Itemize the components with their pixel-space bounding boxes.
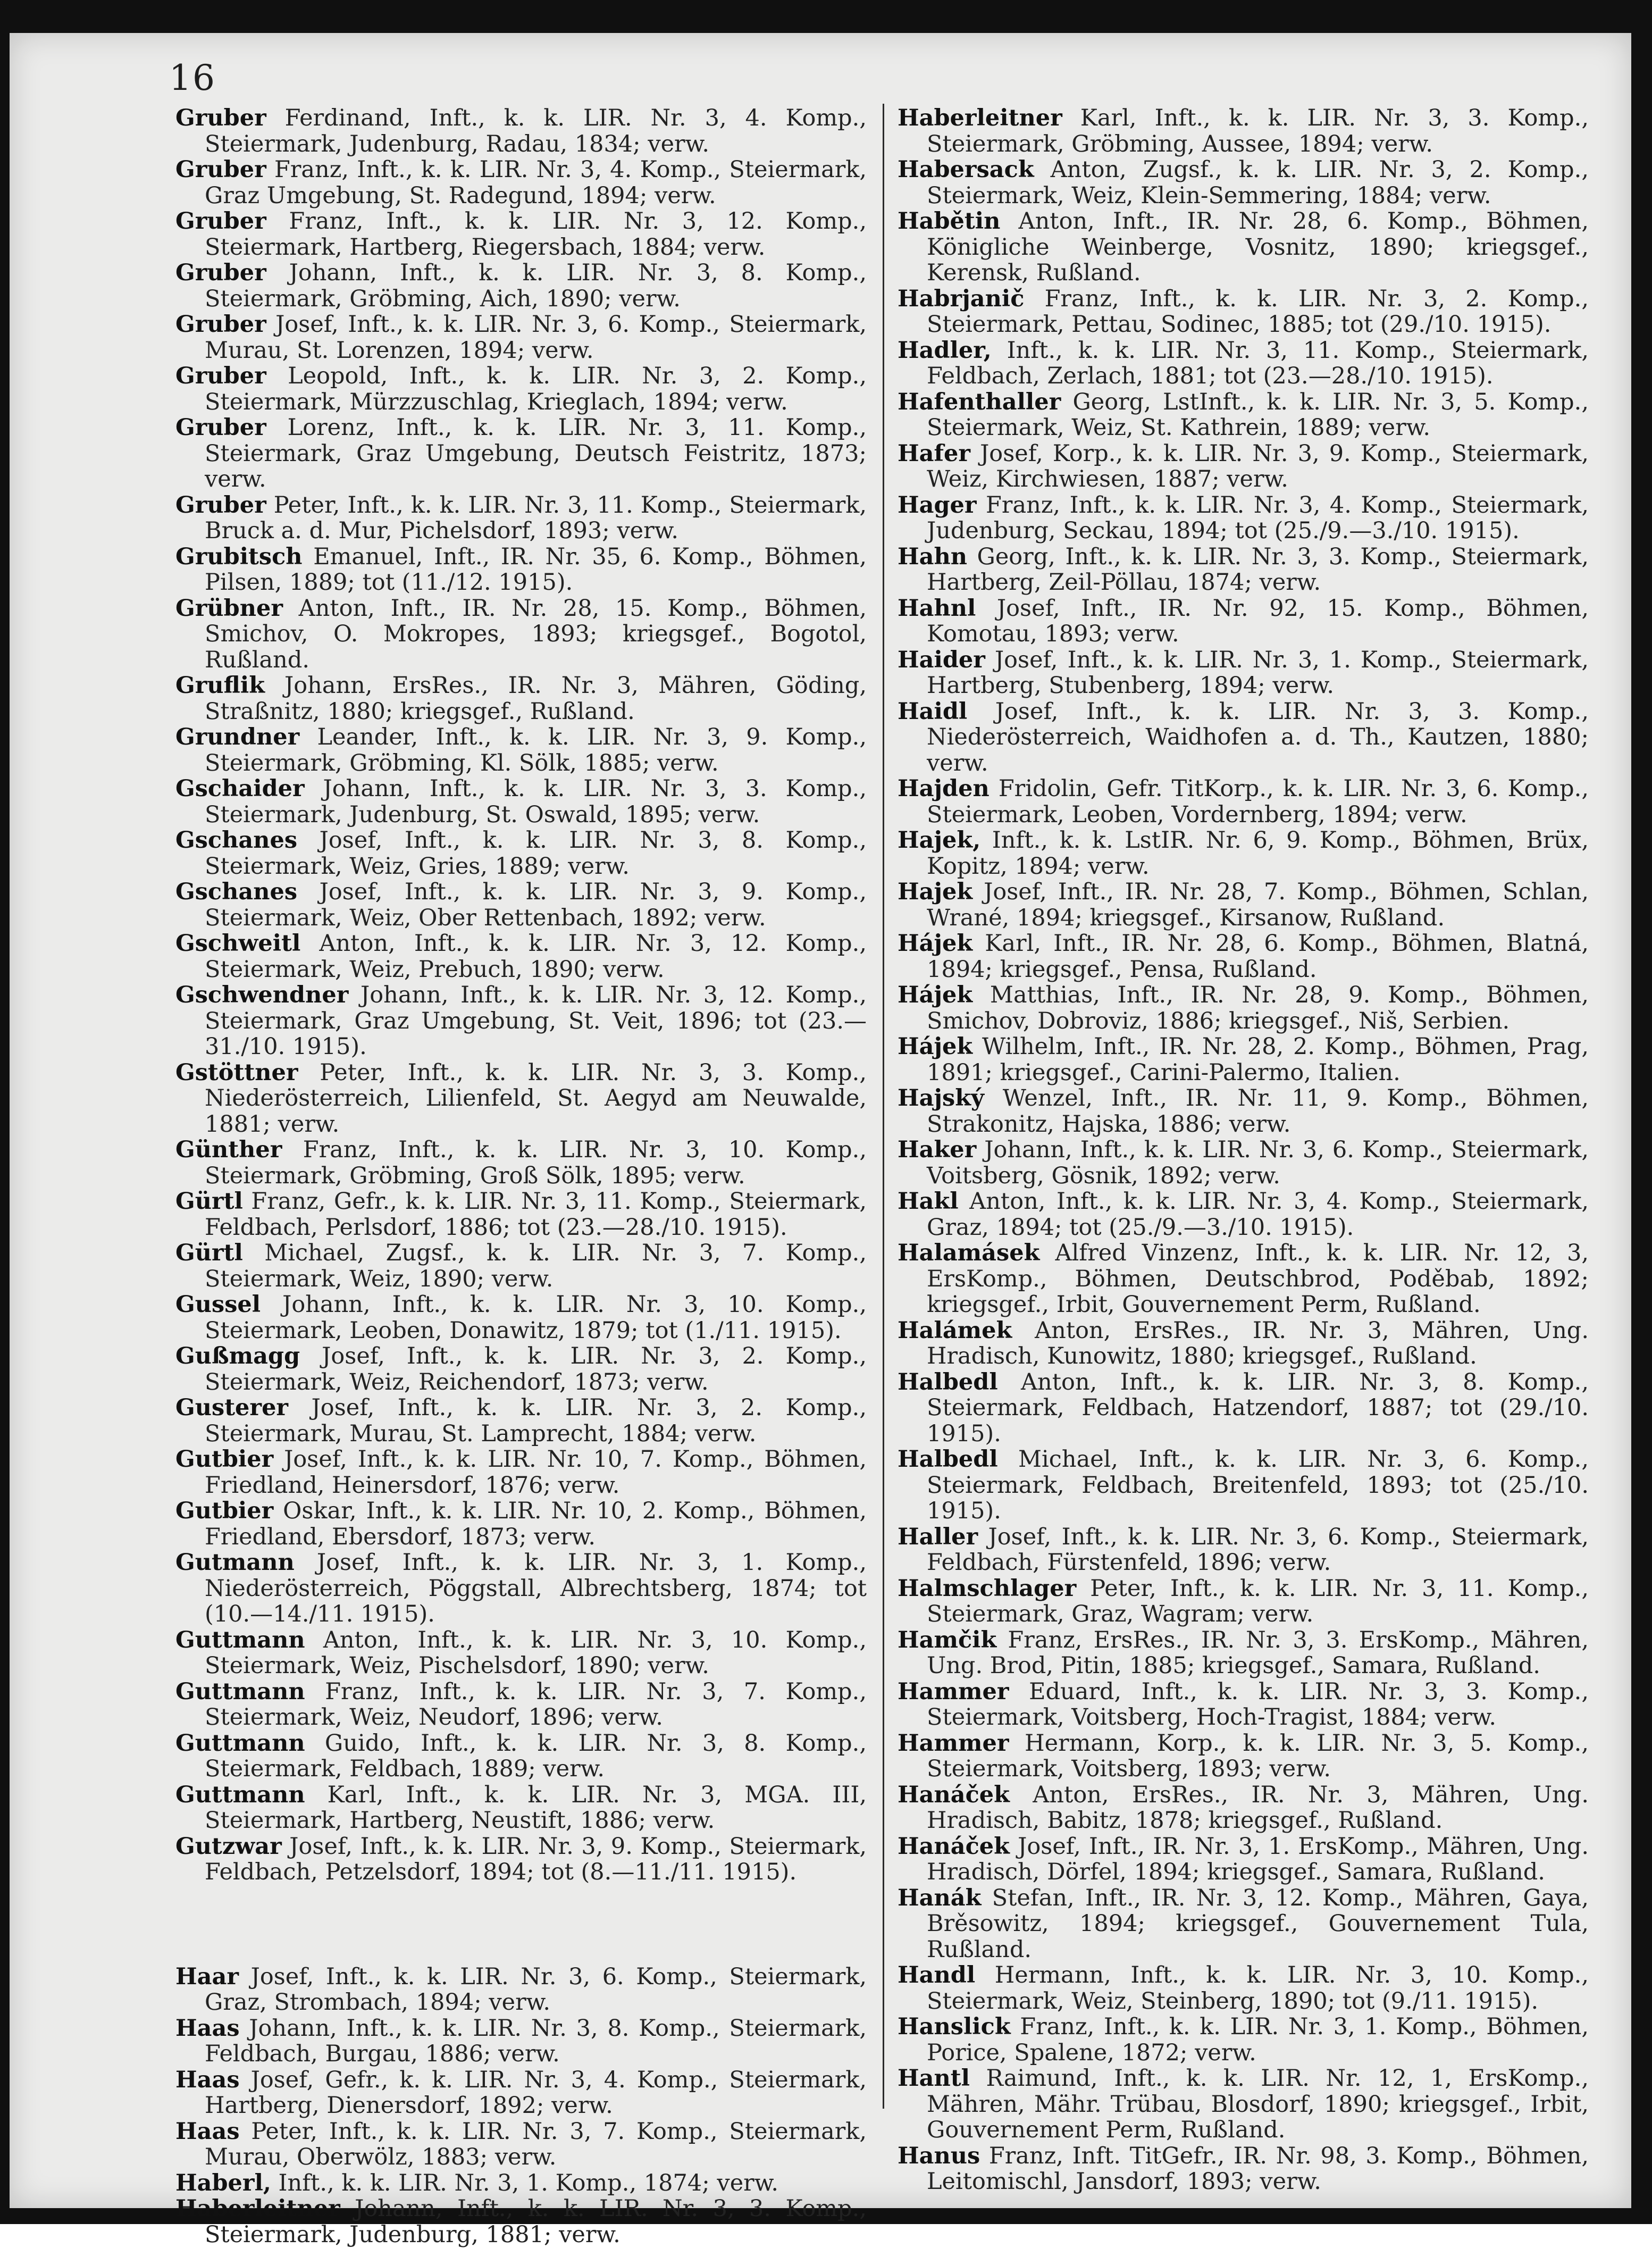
entry-details: Franz, Gefr., k. k. LIR. Nr. 3, 11. Komp., Steiermark, Feldbach, Perlsdorf, 1886; tot (23.—28./10. 1915).: [205, 1188, 867, 1241]
entry-details: Fridolin, Gefr. TitKorp., k. k. LIR. Nr. 3, 6. Komp., Steiermark, Leoben, Vordernberg, 1894; verw.: [927, 775, 1589, 828]
roll-entry: [898, 879, 1589, 931]
entry-details: Johann, Inft., k. k. LIR. Nr. 3, 3. Komp., Steiermark, Judenburg, St. Oswald, 1895; verw.: [205, 775, 867, 828]
entry-details: Franz, Inft., k. k. LIR. Nr. 3, 10. Komp., Steiermark, Gröbming, Groß Sölk, 1895; verw.: [205, 1136, 867, 1189]
entry-details: Johann, Inft., k. k. LIR. Nr. 3, 3. Komp., Steiermark, Judenburg, 1881; verw.: [205, 2195, 867, 2248]
entry-details: Johann, Inft., k. k. LIR. Nr. 3, 6. Komp., Steiermark, Voitsberg, Gösnik, 1892; verw.: [927, 1136, 1589, 1189]
entry-details: Franz, Inft., k. k. LIR. Nr. 3, 1. Komp., Böhmen, Porice, Spalene, 1872; verw.: [927, 2013, 1589, 2066]
entry-details: Leopold, Inft., k. k. LIR. Nr. 3, 2. Komp., Steiermark, Mürzzuschlag, Krieglach, 1894; verw.: [205, 363, 867, 415]
page-number: 16: [169, 57, 216, 98]
entry-details: Peter, Inft., k. k. LIR. Nr. 3, 11. Komp., Steiermark, Graz, Wagram; verw.: [927, 1575, 1589, 1627]
roll-entry: [898, 1137, 1589, 1189]
entry-surname: Grubitsch: [175, 543, 303, 570]
entry-details: Johann, Inft., k. k. LIR. Nr. 3, 8. Komp., Steiermark, Gröbming, Aich, 1890; verw.: [205, 260, 867, 312]
entry-surname: Hafenthaller: [898, 388, 1061, 415]
roll-entry: [175, 1447, 867, 1498]
column-divider: [883, 104, 884, 2109]
entry-details: Eduard, Inft., k. k. LIR. Nr. 3, 3. Komp., Steiermark, Voitsberg, Hoch-Tragist, 1884; verw.: [927, 1678, 1589, 1731]
entry-details: Wenzel, Inft., IR. Nr. 11, 9. Komp., Böhmen, Strakonitz, Hajska, 1886; verw.: [927, 1085, 1589, 1138]
roll-entry: [898, 982, 1589, 1034]
roll-entry: [175, 1782, 867, 1834]
entry-details: Anton, ErsRes., IR. Nr. 3, Mähren, Ung. Hradisch, Babitz, 1878; kriegsgef., Rußland.: [927, 1781, 1589, 1834]
roll-entry: [175, 492, 867, 544]
roll-entry: [898, 105, 1589, 157]
entry-details: Johann, Inft., k. k. LIR. Nr. 3, 10. Komp., Steiermark, Leoben, Donawitz, 1879; tot (1./11. 1915).: [205, 1291, 867, 1344]
entry-details: Inft., k. k. LIR. Nr. 3, 1. Komp., 1874; verw.: [271, 2169, 779, 2196]
roll-entry: [898, 1627, 1589, 1679]
entry-surname: Haberl,: [175, 2169, 271, 2196]
roll-entry: [898, 2143, 1589, 2195]
entry-surname: Hager: [898, 491, 977, 519]
entry-details: Josef, Inft., IR. Nr. 3, 1. ErsKomp., Mähren, Ung. Hradisch, Dörfel, 1894; kriegsgef., Samara, Rußland.: [927, 1833, 1589, 1885]
roll-entry: [898, 157, 1589, 208]
roll-entry: [898, 544, 1589, 596]
entry-details: Franz, Inft., k. k. LIR. Nr. 3, 7. Komp., Steiermark, Weiz, Neudorf, 1896; verw.: [205, 1678, 867, 1731]
entry-surname: Hájek: [898, 1033, 973, 1060]
entry-details: Josef, Inft., k. k. LIR. Nr. 3, 1. Komp., Steiermark, Hartberg, Stubenberg, 1894; verw.: [927, 646, 1589, 699]
entry-details: Franz, ErsRes., IR. Nr. 3, 3. ErsKomp., Mähren, Ung. Brod, Pitin, 1885; kriegsgef., Samara, Rußland.: [927, 1626, 1589, 1679]
left-column-h-entries: [175, 1964, 867, 2248]
entry-details: Inft., k. k. LstIR. Nr. 6, 9. Komp., Böhmen, Brüx, Kopitz, 1894; verw.: [927, 827, 1589, 880]
entry-surname: Halmschlager: [898, 1575, 1077, 1602]
entry-details: Peter, Inft., k. k. LIR. Nr. 3, 3. Komp., Niederösterreich, Lilienfeld, St. Aegyd am Neuwalde, 1881; verw.: [205, 1059, 867, 1138]
entry-details: Franz, Inft., k. k. LIR. Nr. 3, 2. Komp., Steiermark, Pettau, Sodinec, 1885; tot (29./10. 1915).: [927, 285, 1589, 338]
roll-entry: [175, 1395, 867, 1447]
entry-details: Ferdinand, Inft., k. k. LIR. Nr. 3, 4. Komp., Steiermark, Judenburg, Radau, 1834; verw.: [205, 105, 867, 157]
entry-surname: Gruber: [175, 208, 266, 235]
entry-surname: Haidl: [898, 698, 968, 725]
entry-details: Guido, Inft., k. k. LIR. Nr. 3, 8. Komp., Steiermark, Feldbach, 1889; verw.: [205, 1729, 867, 1782]
entry-surname: Hajek: [898, 879, 973, 905]
entry-surname: Gutzwar: [175, 1833, 282, 1860]
roll-entry: [175, 1137, 867, 1189]
roll-entry: [898, 1085, 1589, 1137]
entry-details: Raimund, Inft., k. k. LIR. Nr. 12, 1, ErsKomp., Mähren, Mähr. Trübau, Blosdorf, 1890; kriegsgef., Irbit, Gouvernement Perm, Rußland.: [927, 2065, 1589, 2143]
entry-details: Karl, Inft., IR. Nr. 28, 6. Komp., Böhmen, Blatná, 1894; kriegsgef., Pensa, Rußland.: [927, 930, 1589, 983]
entry-details: Josef, Gefr., k. k. LIR. Nr. 3, 4. Komp., Steiermark, Hartberg, Dienersdorf, 1892; verw.: [205, 2066, 867, 2119]
roll-entry: [175, 312, 867, 363]
entry-surname: Gruber: [175, 363, 266, 389]
roll-entry: [898, 286, 1589, 338]
entry-details: Anton, Inft., k. k. LIR. Nr. 3, 4. Komp., Steiermark, Graz, 1894; tot (25./9.—3./10. 1915).: [927, 1188, 1589, 1241]
entry-details: Josef, Inft., k. k. LIR. Nr. 3, 6. Komp., Steiermark, Graz, Strombach, 1894; verw.: [205, 1963, 867, 2016]
entry-details: Peter, Inft., k. k. LIR. Nr. 3, 7. Komp., Steiermark, Murau, Oberwölz, 1883; verw.: [205, 2118, 867, 2170]
entry-surname: Gürtl: [175, 1188, 243, 1215]
entry-surname: Gruber: [175, 105, 266, 131]
entry-surname: Gruber: [175, 491, 266, 519]
entry-surname: Halbedl: [898, 1368, 998, 1395]
entry-surname: Halbedl: [898, 1446, 998, 1473]
roll-entry: [175, 1964, 867, 2016]
entry-surname: Grundner: [175, 724, 300, 750]
roll-entry: [898, 2066, 1589, 2143]
roll-entry: [898, 647, 1589, 699]
roll-entry: [175, 1550, 867, 1627]
entry-details: Franz, Inft., k. k. LIR. Nr. 3, 12. Komp., Steiermark, Hartberg, Riegersbach, 1884; verw.: [205, 208, 867, 261]
entry-surname: Haas: [175, 2066, 240, 2093]
left-column: [175, 105, 867, 2247]
entry-details: Inft., k. k. LIR. Nr. 3, 11. Komp., Steiermark, Feldbach, Zerlach, 1881; tot (23.—28./10. 1915).: [927, 337, 1589, 389]
roll-entry: [175, 2170, 867, 2196]
roll-entry: [898, 699, 1589, 776]
entry-details: Josef, Inft., k. k. LIR. Nr. 3, 2. Komp., Steiermark, Murau, St. Lamprecht, 1884; verw.: [205, 1394, 867, 1447]
entry-details: Wilhelm, Inft., IR. Nr. 28, 2. Komp., Böhmen, Prag, 1891; kriegsgef., Carini-Palermo, Italien.: [927, 1033, 1589, 1086]
entry-details: Michael, Inft., k. k. LIR. Nr. 3, 6. Komp., Steiermark, Feldbach, Breitenfeld, 1893; tot (25./10. 1915).: [927, 1446, 1589, 1524]
roll-entry: [175, 982, 867, 1060]
entry-surname: Gruber: [175, 260, 266, 286]
entry-details: Johann, ErsRes., IR. Nr. 3, Mähren, Göding, Straßnitz, 1880; kriegsgef., Rußland.: [205, 672, 867, 725]
roll-entry: [175, 2196, 867, 2247]
entry-surname: Halámek: [898, 1317, 1012, 1344]
entry-details: Johann, Inft., k. k. LIR. Nr. 3, 12. Komp., Steiermark, Graz Umgebung, St. Veit, 1896; tot (23.—31./10. 1915).: [205, 982, 867, 1060]
entry-surname: Gschaider: [175, 775, 305, 802]
entry-surname: Hanáček: [898, 1833, 1010, 1860]
roll-entry: [175, 157, 867, 208]
entry-surname: Gschanes: [175, 879, 298, 905]
roll-entry: [175, 776, 867, 828]
entry-details: Josef, Inft., k. k. LIR. Nr. 3, 9. Komp., Steiermark, Feldbach, Petzelsdorf, 1894; tot (8.—11./11. 1915).: [205, 1833, 867, 1885]
roll-entry: [175, 1189, 867, 1240]
entry-details: Josef, Inft., k. k. LIR. Nr. 3, 6. Komp., Steiermark, Feldbach, Fürstenfeld, 1896; verw.: [927, 1523, 1589, 1576]
entry-surname: Hanslick: [898, 2013, 1011, 2040]
entry-surname: Gschanes: [175, 827, 298, 854]
roll-entry: [898, 389, 1589, 441]
entry-surname: Halamásek: [898, 1240, 1040, 1266]
roll-entry: [175, 724, 867, 776]
roll-entry: [898, 828, 1589, 879]
entry-details: Josef, Inft., IR. Nr. 92, 15. Komp., Böhmen, Komotau, 1893; verw.: [927, 595, 1589, 647]
entry-surname: Gussel: [175, 1291, 261, 1318]
entry-surname: Gschwendner: [175, 982, 349, 1008]
entry-details: Anton, Zugsf., k. k. LIR. Nr. 3, 2. Komp., Steiermark, Weiz, Klein-Semmering, 1884; verw.: [927, 156, 1589, 209]
entry-surname: Hájek: [898, 930, 973, 957]
roll-entry: [898, 1679, 1589, 1731]
roll-entry: [175, 2119, 867, 2170]
roll-entry: [175, 2016, 867, 2067]
entry-details: Anton, ErsRes., IR. Nr. 3, Mähren, Ung. Hradisch, Kunowitz, 1880; kriegsgef., Rußland.: [927, 1317, 1589, 1369]
right-column: [898, 105, 1589, 2195]
roll-entry: [175, 363, 867, 415]
entry-surname: Hammer: [898, 1678, 1009, 1705]
entry-surname: Gruber: [175, 156, 266, 183]
entry-surname: Haberleitner: [898, 105, 1062, 131]
entry-details: Josef, Inft., k. k. LIR. Nr. 3, 8. Komp., Steiermark, Weiz, Gries, 1889; verw.: [205, 827, 867, 880]
entry-surname: Hájek: [898, 982, 973, 1008]
entry-surname: Guttmann: [175, 1781, 305, 1808]
entry-surname: Handl: [898, 1962, 976, 1988]
entry-details: Anton, Inft., IR. Nr. 28, 6. Komp., Böhmen, Königliche Weinberge, Vosnitz, 1890; kriegsgef., Kerensk, Rußland.: [927, 208, 1589, 286]
roll-entry: [175, 931, 867, 982]
entry-surname: Gußmagg: [175, 1343, 300, 1369]
roll-entry: [898, 596, 1589, 647]
roll-entry: [175, 596, 867, 673]
roll-entry: [898, 441, 1589, 492]
entry-surname: Gürtl: [175, 1240, 243, 1266]
entry-details: Franz, Inft. TitGefr., IR. Nr. 98, 3. Komp., Böhmen, Leitomischl, Jansdorf, 1893; verw.: [927, 2142, 1589, 2195]
entry-details: Anton, Inft., k. k. LIR. Nr. 3, 8. Komp., Steiermark, Feldbach, Hatzendorf, 1887; tot (29./10. 1915).: [927, 1368, 1589, 1447]
entry-surname: Hanáček: [898, 1781, 1010, 1808]
roll-entry: [898, 1962, 1589, 2014]
entry-surname: Haller: [898, 1523, 978, 1550]
entry-surname: Hamčik: [898, 1626, 997, 1653]
entry-details: Anton, Inft., IR. Nr. 28, 15. Komp., Böhmen, Smichov, O. Mokropes, 1893; kriegsgef., Bogotol, Rußland.: [205, 595, 867, 673]
roll-entry: [175, 1060, 867, 1138]
roll-entry: [898, 1782, 1589, 1834]
roll-entry: [898, 931, 1589, 982]
entry-details: Michael, Zugsf., k. k. LIR. Nr. 3, 7. Komp., Steiermark, Weiz, 1890; verw.: [205, 1240, 867, 1292]
roll-entry: [898, 1447, 1589, 1524]
roll-entry: [175, 2067, 867, 2119]
entry-surname: Hantl: [898, 2065, 970, 2092]
roll-entry: [898, 2014, 1589, 2066]
roll-entry: [175, 1240, 867, 1292]
roll-entry: [898, 1731, 1589, 1782]
entry-surname: Hanák: [898, 1884, 982, 1911]
entry-details: Hermann, Korp., k. k. LIR. Nr. 3, 5. Komp., Steiermark, Voitsberg, 1893; verw.: [927, 1729, 1589, 1782]
entry-surname: Habětin: [898, 208, 1001, 235]
roll-entry: [175, 1498, 867, 1550]
entry-surname: Haas: [175, 2118, 240, 2145]
roll-entry: [175, 673, 867, 724]
roll-entry: [898, 1885, 1589, 1963]
roll-entry: [175, 879, 867, 931]
roll-entry: [175, 208, 867, 260]
entry-surname: Habersack: [898, 156, 1034, 183]
roll-entry: [175, 1343, 867, 1395]
entry-surname: Hajden: [898, 775, 989, 802]
entry-details: Georg, Inft., k. k. LIR. Nr. 3, 3. Komp., Steiermark, Hartberg, Zeil-Pöllau, 1874; verw.: [927, 543, 1589, 596]
entry-details: Hermann, Inft., k. k. LIR. Nr. 3, 10. Komp., Steiermark, Weiz, Steinberg, 1890; tot (9./11. 1915).: [927, 1962, 1589, 2015]
left-column-g-entries: [175, 105, 867, 1885]
entry-surname: Guttmann: [175, 1678, 305, 1705]
roll-entry: [898, 1524, 1589, 1576]
entry-details: Josef, Inft., k. k. LIR. Nr. 3, 9. Komp., Steiermark, Weiz, Ober Rettenbach, 1892; verw.: [205, 879, 867, 931]
entry-surname: Grübner: [175, 595, 283, 622]
entry-surname: Günther: [175, 1136, 282, 1163]
entry-details: Josef, Inft., k. k. LIR. Nr. 3, 2. Komp., Steiermark, Weiz, Reichendorf, 1873; verw.: [205, 1343, 867, 1395]
entry-details: Josef, Inft., IR. Nr. 28, 7. Komp., Böhmen, Schlan, Wrané, 1894; kriegsgef., Kirsanow, Rußland.: [927, 879, 1589, 931]
entry-details: Anton, Inft., k. k. LIR. Nr. 3, 12. Komp., Steiermark, Weiz, Prebuch, 1890; verw.: [205, 930, 867, 983]
entry-details: Georg, LstInft., k. k. LIR. Nr. 3, 5. Komp., Steiermark, Weiz, St. Kathrein, 1889; verw.: [927, 388, 1589, 441]
roll-entry: [898, 1576, 1589, 1627]
roll-entry: [175, 1731, 867, 1782]
entry-surname: Hanus: [898, 2142, 980, 2169]
entry-details: Matthias, Inft., IR. Nr. 28, 9. Komp., Böhmen, Smichov, Dobroviz, 1886; kriegsgef., Niš, Serbien.: [927, 982, 1589, 1034]
entry-details: Josef, Inft., k. k. LIR. Nr. 3, 1. Komp., Niederösterreich, Pöggstall, Albrechtsberg, 1874; tot (10.—14./11. 1915).: [205, 1549, 867, 1627]
roll-entry: [175, 1834, 867, 1885]
entry-surname: Haberleitner: [175, 2195, 340, 2222]
entry-details: Alfred Vinzenz, Inft., k. k. LIR. Nr. 12, 3, ErsKomp., Böhmen, Deutschbrod, Poděbab, 1892; kriegsgef., Irbit, Gouvernement Perm, Rußland.: [927, 1240, 1589, 1318]
roll-entry: [175, 105, 867, 157]
roll-entry: [175, 1292, 867, 1343]
roll-entry: [898, 1834, 1589, 1885]
entry-details: Josef, Inft., k. k. LIR. Nr. 3, 6. Komp., Steiermark, Murau, St. Lorenzen, 1894; verw.: [205, 311, 867, 364]
entry-details: Josef, Inft., k. k. LIR. Nr. 10, 7. Komp., Böhmen, Friedland, Heinersdorf, 1876; verw.: [205, 1446, 867, 1499]
entry-surname: Gutbier: [175, 1498, 274, 1524]
entry-surname: Haas: [175, 2015, 240, 2042]
section-gap: [175, 1885, 867, 1964]
entry-details: Anton, Inft., k. k. LIR. Nr. 3, 10. Komp., Steiermark, Weiz, Pischelsdorf, 1890; verw.: [205, 1626, 867, 1679]
entry-surname: Haker: [898, 1136, 977, 1163]
entry-details: Karl, Inft., k. k. LIR. Nr. 3, 3. Komp., Steiermark, Gröbming, Aussee, 1894; verw.: [927, 105, 1589, 157]
entry-surname: Gutmann: [175, 1549, 295, 1576]
entry-surname: Gruber: [175, 414, 266, 441]
entry-surname: Haar: [175, 1963, 239, 1990]
entry-surname: Hakl: [898, 1188, 959, 1215]
entry-details: Leander, Inft., k. k. LIR. Nr. 3, 9. Komp., Steiermark, Gröbming, Kl. Sölk, 1885; verw.: [205, 724, 867, 776]
entry-surname: Guttmann: [175, 1626, 305, 1653]
entry-details: Karl, Inft., k. k. LIR. Nr. 3, MGA. III, Steiermark, Hartberg, Neustift, 1886; verw.: [205, 1781, 867, 1834]
roll-entry: [898, 208, 1589, 286]
entry-surname: Habrjanič: [898, 285, 1025, 312]
roll-entry: [898, 492, 1589, 544]
entry-surname: Hajský: [898, 1085, 985, 1112]
roll-entry: [175, 260, 867, 312]
entry-surname: Hajek,: [898, 827, 981, 854]
roll-entry: [175, 415, 867, 492]
roll-entry: [898, 1034, 1589, 1085]
roll-entry: [175, 828, 867, 879]
entry-surname: Gutbier: [175, 1446, 274, 1473]
entry-details: Lorenz, Inft., k. k. LIR. Nr. 3, 11. Komp., Steiermark, Graz Umgebung, Deutsch Feistritz, 1873; verw.: [205, 414, 867, 492]
entry-surname: Gruflik: [175, 672, 265, 699]
roll-entry: [175, 544, 867, 596]
entry-surname: Gschweitl: [175, 930, 301, 957]
entry-surname: Hahn: [898, 543, 968, 570]
entry-details: Josef, Inft., k. k. LIR. Nr. 3, 3. Komp., Niederösterreich, Waidhofen a. d. Th., Kautzen, 1880; verw.: [927, 698, 1589, 776]
roll-entry: [175, 1627, 867, 1679]
entry-surname: Hahnl: [898, 595, 976, 622]
entry-details: Peter, Inft., k. k. LIR. Nr. 3, 11. Komp., Steiermark, Bruck a. d. Mur, Pichelsdorf, 1893; verw.: [205, 491, 867, 544]
roll-entry: [898, 1318, 1589, 1369]
entry-details: Oskar, Inft., k. k. LIR. Nr. 10, 2. Komp., Böhmen, Friedland, Ebersdorf, 1873; verw.: [205, 1498, 867, 1550]
roll-entry: [898, 1240, 1589, 1318]
entry-surname: Gstöttner: [175, 1059, 298, 1086]
entry-details: Franz, Inft., k. k. LIR. Nr. 3, 4. Komp., Steiermark, Graz Umgebung, St. Radegund, 1894; verw.: [205, 156, 867, 209]
entry-surname: Hammer: [898, 1729, 1009, 1757]
roll-entry: [898, 338, 1589, 389]
entry-details: Emanuel, Inft., IR. Nr. 35, 6. Komp., Böhmen, Pilsen, 1889; tot (11./12. 1915).: [205, 543, 867, 596]
roll-entry: [898, 1369, 1589, 1447]
entry-surname: Gusterer: [175, 1394, 289, 1421]
entry-surname: Hafer: [898, 440, 970, 467]
entry-details: Franz, Inft., k. k. LIR. Nr. 3, 4. Komp., Steiermark, Judenburg, Seckau, 1894; tot (25./9.—3./10. 1915).: [927, 491, 1589, 544]
entry-details: Stefan, Inft., IR. Nr. 3, 12. Komp., Mähren, Gaya, Brěsowitz, 1894; kriegsgef., Gouvernement Tula, Rußland.: [927, 1884, 1589, 1963]
roll-entry: [175, 1679, 867, 1731]
roll-entry: [898, 776, 1589, 828]
entry-surname: Guttmann: [175, 1729, 305, 1757]
entry-details: Johann, Inft., k. k. LIR. Nr. 3, 8. Komp., Steiermark, Feldbach, Burgau, 1886; verw.: [205, 2015, 867, 2067]
entry-surname: Gruber: [175, 311, 266, 338]
entry-surname: Hadler,: [898, 337, 992, 364]
roll-entry: [898, 1189, 1589, 1240]
entry-details: Josef, Korp., k. k. LIR. Nr. 3, 9. Komp., Steiermark, Weiz, Kirchwiesen, 1887; verw.: [927, 440, 1589, 492]
entry-surname: Haider: [898, 646, 985, 673]
right-column-h-entries: [898, 105, 1589, 2195]
